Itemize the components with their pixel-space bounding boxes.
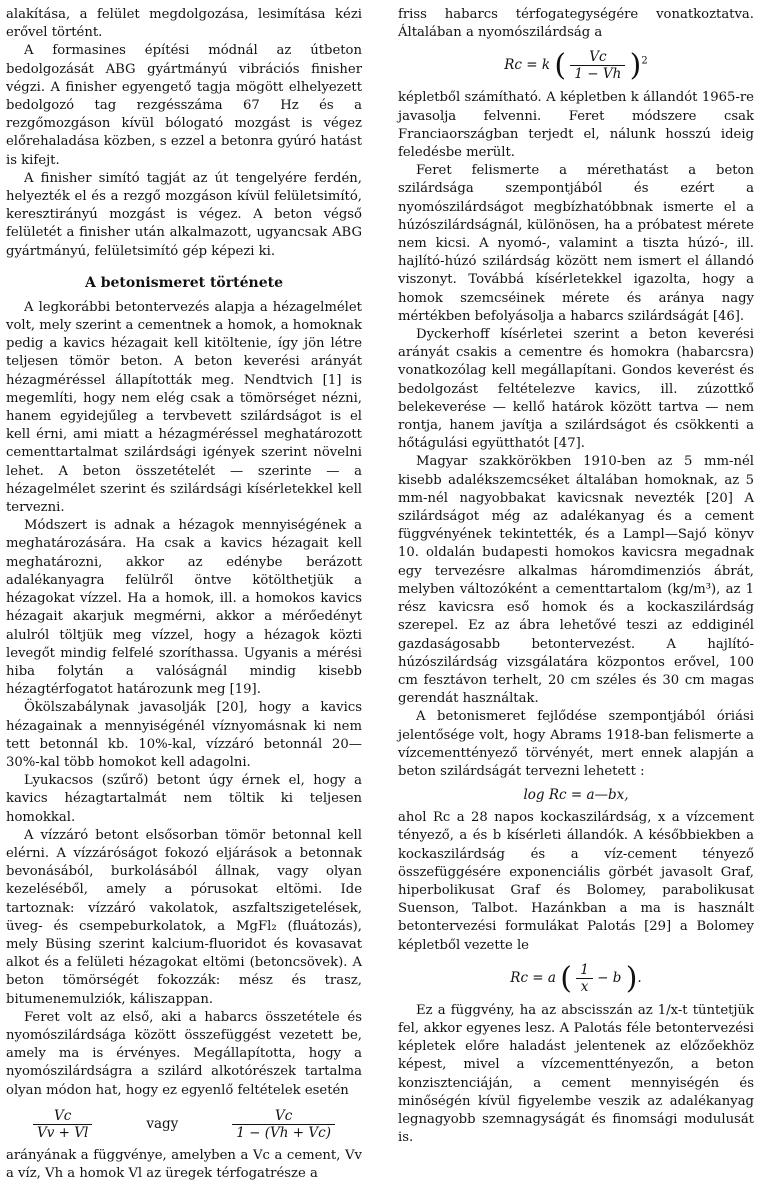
paragraph: Feret volt az első, aki a habarcs összetétele és nyomószilárdsága között összefüggést vezetett be, amely ma is érvényes. Megállapította, hogy a nyomószilárdságra a szilárd alkotórészek tartalma olyan módon hat, hogy ez egyenlő feltételek esetén — [6, 1009, 362, 1098]
section-heading: A betonismeret története — [85, 274, 283, 291]
ratio-formula-2: $\frac{Vc}{1 - (Vh + Vc)}$ — [232, 1108, 335, 1141]
paragraph: Ez a függvény, ha az abscisszán az 1/x-t tüntetjük fel, akkor egyenes lesz. A Palotás féle betontervezési képletek előre haladást jelentenek az előzőekhöz képest, mivel a vízcementtényezőn, a beton konzisztenciáján, a cement mennyiségén és minőségén kívül figyelembe veszik az adalékanyag legnagyobb szemnagyságát és finomsági modulusát is. — [398, 1002, 754, 1146]
paragraph: arányának a függvénye, amelyben a Vc a cement, Vv a víz, Vh a homok Vl az üregek térfogatrésze a — [6, 1147, 362, 1181]
bolomey-formula: Rc = a ( $\frac{1}{x}$ − b ). — [510, 960, 642, 996]
ratio-formula-1: $\frac{Vc}{Vv + Vl}$ — [33, 1108, 92, 1141]
paragraph: A legkorábbi betontervezés alapja a hézagelmélet volt, mely szerint a cementnek a homok, a homoknak pedig a kavics hézagait kell kitöltenie, így jön létre teljesen tömör beton. A beton keverési arányát hézagméréssel állapították meg. Nendtvich [1] is megemlíti, hogy nem elég csak a tömörséget nézni, hanem egyidejűleg a tervbevett szilárdságot is el kell érni, ami miatt a hézagméréssel meghatározott cementtartalmat szilárdsági igények szerint növelni lehet. A beton összetételét — szerinte — a hézagelmélet szerint és szilárdsági kísérletekkel kell tervezni. — [6, 299, 362, 516]
paragraph: friss habarcs térfogategységére vonatkoztatva. Általában a nyomószilárdság a — [398, 7, 754, 41]
paragraph: A vízzáró betont elsősorban tömör betonnal kell elérni. A vízzáróságot fokozó eljárások a betonnak bevonásából, burkolásából állnak, vagy olyan kezeléséből, amely a pórusokat eltömi. Ide tartoznak: vízzáró vakolatok, aszfaltszigetelések, üveg- és csempeburkolatok, a MgFl₂ (fluátozás), mely Büsing szerint kalcium-fluoridot és kovasavat alkot és a felületi hézagokat eltömi (betoncsövek). A beton tömörségét fokozzák: mész és trasz, bitumenemulziók, káliszappan. — [6, 827, 362, 1007]
ratio-formulas — [6, 1108, 362, 1141]
paragraph: Módszert is adnak a hézagok mennyiségének a meghatározására. Ha csak a kavics hézagait kell meghatározni, akkor az edénybe berázott adalékanyagra felülről öntve kötölthetjük a hézagokat vízzel. Ha a homok, ill. a homokos kavics hézagait akarjuk megmérni, akkor a mérőedényt alulról töltjük meg vízzel, hogy a hézagok közti levegőt mindig felfelé szoríthassa. Ugyanis a mérési hiba folytán a valóságnál mindig kisebb hézagtérfogatot határozunk meg [19]. — [6, 518, 362, 698]
paragraph: Lyukacsos (szűrő) betont úgy érnek el, hogy a kavics hézagtartalmát nem töltik ki teljesen homokkal. — [6, 773, 362, 825]
paragraph: Magyar szakkörökben 1910-ben az 5 mm-nél kisebb adalékszemcséket általában homoknak, az 5 mm-nél nagyobbakat kavicsnak nevezték [20] A szilárdságot még az adalékanyag és a cement függvényének tekintették, és a Lampl—Sajó könyv 10. oldalán budapesti homokos kavicsra megadnak egy tervezésre alkalmas háromdimenziós ábrát, melyben változóként a cementtartalom (kg/m³), az 1 rész kavicsra eső homok és a kockaszilárdság szerepel. Ez az ábra lehetővé teszi az eddiginél gazdaságosabb betontervezést. A hajlító-húzószilárdság vizsgálatára központos erővel, 100 cm fesztávon terhelt, 20 cm széles és 30 cm magas gerendát használtak. — [398, 454, 754, 707]
paragraph: Feret felismerte a mérethatást a beton szilárdsága szempontjából és ezért a nyomószilárdságot megbízhatóbbnak ismerte el a húzószilárdságnál, különösen, ha a próbatest mérete nem kicsi. A nyomó-, valamint a tiszta húzó-, ill. hajlító-húzó szilárdság között nem ismert el állandó viszonyt. Továbbá kísérletekkel igazolta, hogy a homok szemcséinek mérete és aránya nagy mértékben befolyásolja a habarcs szilárdságát [46]. — [398, 163, 754, 324]
paragraph: A finisher simító tagját az út tengelyére ferdén, helyezték el és a rezgő mozgáson kívül felületsimító, keresztirányú mozgást is végez. A beton végső felületét a finisher után alkalmazott, ugyancsak ABG gyártmányú, felületsimító gép képezi ki. — [6, 170, 362, 259]
paragraph: A formasines építési módnál az útbeton bedolgozását ABG gyártmányú vibrációs finisher végzi. A finisher egyengető tagja mögött elhelyezett bedolgozó tag rezgésszáma 67 Hz és a rezgőmozgáson kívül bólogató mozgást is végez előrehaladása közben, s ezzel a betonra gyúró hatást is kifejt. — [6, 43, 362, 168]
paragraph: A betonismeret fejlődése szempontjából óriási jelentősége volt, hogy Abrams 1918-ban felismerte a vízcementtényező törvényét, mert ennek alapján a beton szilárdságát tervezni lehetett : — [398, 709, 754, 779]
paragraph: ahol Rc a 28 napos kockaszilárdság, x a vízcement tényező, a és b kísérleti állandók. A későbbiekben a kockaszilárdság és a víz-cement tényező összefüggésére exponenciális görbét javasolt Graf, hiperbolikusat Graf és Bolomey, parabolikusat Suenson, Talbot. Hazánkban a ma is használt betontervezési formulákat Palotás [29] a Bolomey képletből vezette le — [398, 810, 754, 953]
paragraph: Ökölszabálynak javasolják [20], hogy a kavics hézagainak a mennyiségénél víznyomásnak ki nem tett betonnál kb. 10%-kal, vízzáró betonnál 20—30%-kal több homokot kell adagolni. — [6, 700, 362, 770]
right-column — [398, 6, 754, 1147]
paragraph: Dyckerhoff kísérletei szerint a beton keverési arányát csakis a cementre és homokra (habarcsra) vonatkozólag kell megállapítani. Gondos keverést és bedolgozást feltételezve kavics, ill. zúzottkő belekeverése — kellő határok között tartva — nem rontja, hanem javítja a szilárdságot és csökkenti a hőtágulási együtthatót [47]. — [398, 327, 754, 452]
paragraph: képletből számítható. A képletben k állandót 1965-re javasolja felvenni. Feret módszere csak Franciaországban terjedt el, nálunk hosszú ideig feledésbe merült. — [398, 90, 754, 161]
left-column — [6, 6, 362, 1183]
feret-formula: Rc = k ( $\frac{Vc}{1 - Vh}$ )$^2$ — [504, 48, 648, 84]
abrams-formula: log Rc = a—bx, — [523, 787, 629, 804]
formula-or: vagy — [146, 1116, 179, 1133]
paragraph: alakítása, a felület megdolgozása, lesimítása kézi erővel történt. — [6, 7, 362, 41]
